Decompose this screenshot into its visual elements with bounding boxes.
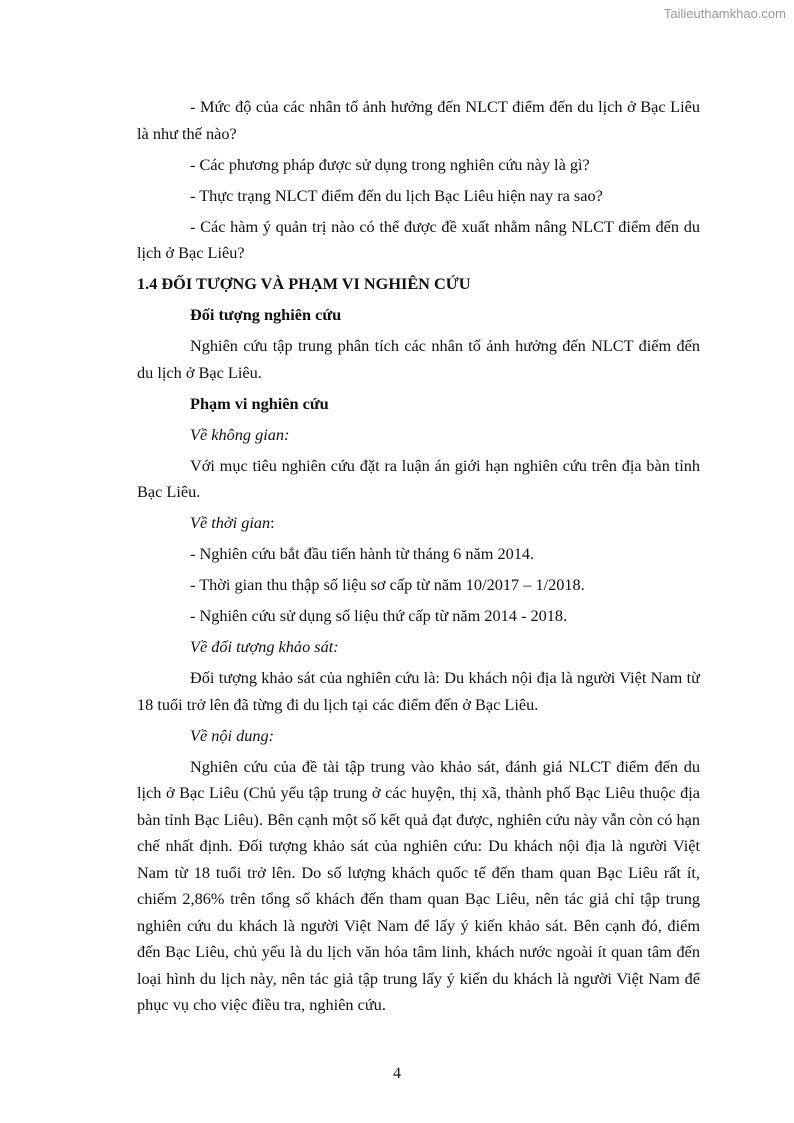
paragraph-question-methods: - Các phương pháp được sử dụng trong nghiên cứu này là gì?	[190, 154, 590, 174]
paragraph-research-object: Nghiên cứu tập trung phân tích các nhân tố ảnh hưởng đến NLCT điểm đến du lịch ở Bạc Liêu.	[137, 336, 700, 382]
label-time-scope	[137, 510, 700, 537]
paragraph-content-scope: Nghiên cứu của đề tài tập trung vào khảo sát, đánh giá NLCT điểm đến du lịch ở Bạc Liêu (Chủ yếu tập trung ở các huyện, thị xã, thành phố Bạc Liêu thuộc địa bàn tỉnh Bạc Liêu). Bên cạnh một số kết quả đạt được, nghiên cứu này vẫn còn có hạn chế nhất định. Đối tượng khảo sát của nghiên cứu: Du khách nội địa là người Việt Nam từ 18 tuổi trở lên. Do số lượng khách quốc tế đến tham quan Bạc Liêu rất ít, chiếm 2,86% trên tổng số khách đến tham quan Bạc Liêu, nên tác giả chỉ tập trung nghiên cứu du khách là người Việt Nam để lấy ý kiến khảo sát. Bên cạnh đó, điểm đến Bạc Liêu, chủ yếu là du lịch văn hóa tâm linh, khách nước ngoài ít quan tâm đến loại hình du lịch này, nên tác giả tập trung lấy ý kiến du khách là người Việt Nam để phục vụ cho việc điều tra, nghiên cứu.	[137, 756, 700, 1014]
section-heading: 1.4 ĐỐI TƯỢNG VÀ PHẠM VI NGHIÊN CỨU	[137, 274, 471, 293]
paragraph-survey-object: Đối tượng khảo sát của nghiên cứu là: Du khách nội địa là người Việt Nam từ 18 tuổi trở lên đã từng đi du lịch tại các điểm đến ở Bạc Liêu.	[137, 668, 700, 714]
label-time-scope-text: Về thời gian	[190, 513, 271, 532]
paragraph-time-start: - Nghiên cứu bắt đầu tiến hành từ tháng 6 năm 2014.	[190, 544, 535, 563]
paragraph-time-secondary-data: - Nghiên cứu sử dụng số liệu thứ cấp từ năm 2014 - 2018.	[190, 606, 568, 625]
label-content-scope: Về nội dung:	[190, 725, 275, 745]
label-space-scope: Về không gian:	[190, 424, 290, 444]
document-body	[137, 94, 700, 1023]
paragraph-question-implications: - Các hàm ý quản trị nào có thể được đề xuất nhằm nâng NLCT điểm đến du lịch ở Bạc Liêu?	[137, 216, 700, 262]
paragraph-question-factors: - Mức độ của các nhân tố ảnh hưởng đến NLCT điểm đến du lịch ở Bạc Liêu là như thế nào?	[137, 97, 700, 143]
watermark-text: Tailieuthamkhao.com	[663, 6, 786, 21]
label-survey-object: Về đối tượng khảo sát:	[190, 637, 339, 656]
paragraph-space-scope: Với mục tiêu nghiên cứu đặt ra luận án giới hạn nghiên cứu trên địa bàn tỉnh Bạc Liêu.	[137, 455, 700, 501]
label-time-scope-colon: :	[270, 513, 275, 532]
subheading-research-object: Đối tượng nghiên cứu	[190, 305, 342, 324]
subheading-research-scope: Phạm vi nghiên cứu	[190, 393, 329, 413]
paragraph-question-status: - Thực trạng NLCT điểm đến du lịch Bạc Liêu hiện nay ra sao?	[190, 185, 603, 205]
paragraph-time-primary-data: - Thời gian thu thập số liệu sơ cấp từ năm 10/2017 – 1/2018.	[190, 575, 585, 594]
page-number: 4	[393, 1065, 401, 1082]
